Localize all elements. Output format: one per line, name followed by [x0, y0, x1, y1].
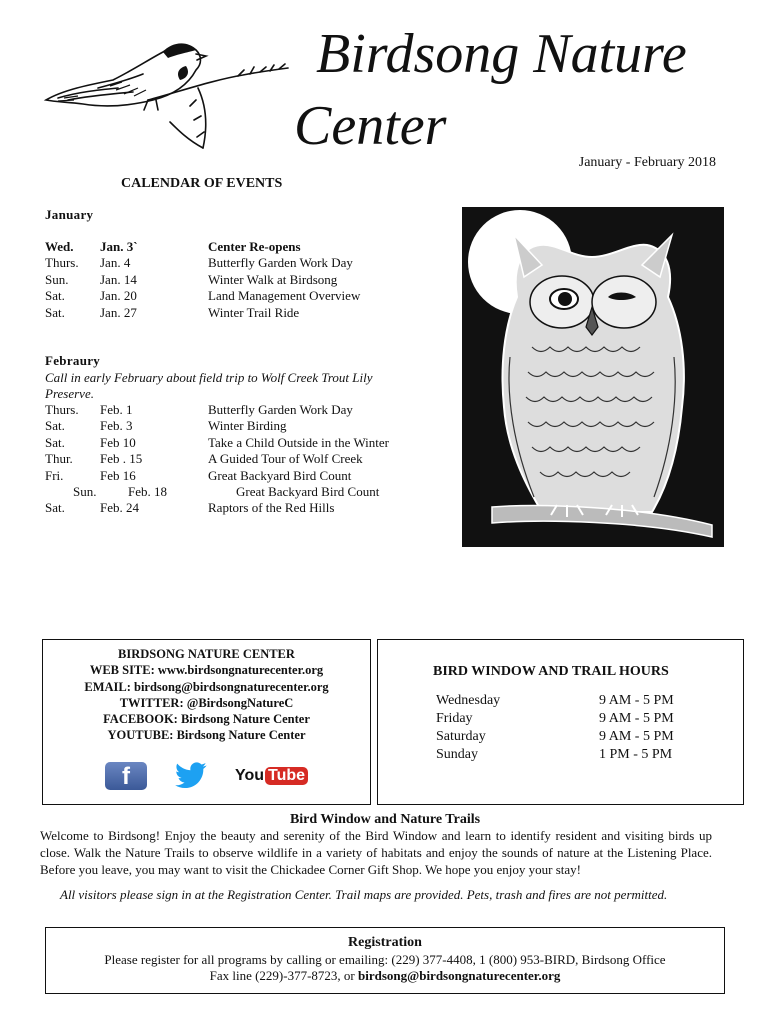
event-date: Feb 16	[100, 467, 136, 483]
event-day: Sat.	[45, 288, 65, 304]
january-events	[45, 239, 425, 321]
event-row	[45, 288, 425, 304]
event-row	[45, 468, 425, 484]
registration-email[interactable]: birdsong@birdsongnaturecenter.org	[357, 968, 561, 983]
event-day: Sun.	[45, 271, 69, 287]
event-day: Thur.	[45, 451, 73, 467]
event-date: Feb. 18	[128, 483, 167, 499]
registration-line2	[46, 968, 724, 985]
event-title: Butterfly Garden Work Day	[208, 402, 353, 417]
event-day: Sat.	[45, 434, 65, 450]
event-row	[45, 500, 425, 516]
email-line[interactable]: EMAIL: birdsong@birdsongnaturecenter.org	[84, 679, 329, 694]
event-row	[45, 272, 425, 288]
event-title: Winter Birding	[208, 418, 287, 434]
chickadee-illustration	[38, 30, 293, 155]
hours-box	[377, 639, 744, 805]
social-icons	[43, 762, 370, 790]
event-day: Thurs.	[45, 255, 79, 271]
facebook-line: FACEBOOK: Birdsong Nature Center	[103, 712, 310, 727]
february-heading: Febraury	[45, 353, 101, 368]
event-row	[45, 402, 425, 418]
event-title: Great Backyard Bird Count	[236, 483, 380, 499]
event-title: Raptors of the Red Hills	[208, 500, 335, 516]
hours-day: Saturday	[436, 729, 486, 744]
event-title: Great Backyard Bird Count	[208, 467, 352, 483]
event-date: Jan. 14	[100, 271, 137, 287]
february-events	[45, 402, 425, 517]
event-date: Feb. 3	[100, 418, 133, 434]
bird-window-text: Welcome to Birdsong! Enjoy the beauty and serenity of the Bird Window and learn to identify resident and visiting birds up close. Walk the Nature Trails to observe wildlife in a variety of habitats and enjoy the sounds of nature at the Listening Place. Before you leave, you may want to visit the Chickadee Corner Gift Shop. We hope you enjoy your stay!	[40, 828, 712, 877]
page-title-line1: Birdsong Nature	[316, 23, 687, 85]
registration-line1: Please register for all programs by calling or emailing: (229) 377-4408, 1 (800) 953-BIRD, Birdsong Office	[104, 951, 666, 967]
february-note: Call in early February about field trip to Wolf Creek Trout Lily Preserve.	[45, 370, 373, 402]
hours-day: Friday	[436, 711, 473, 726]
page-title-line2: Center	[294, 95, 447, 157]
event-date: Feb . 15	[100, 451, 143, 467]
january-heading: January	[45, 207, 94, 222]
event-day: Fri.	[45, 467, 64, 483]
event-day: Wed.	[45, 239, 74, 254]
event-title: A Guided Tour of Wolf Creek	[208, 451, 363, 467]
event-row	[45, 435, 425, 451]
event-title: Butterfly Garden Work Day	[208, 255, 353, 271]
date-range: January - February 2018	[578, 155, 716, 170]
contact-box	[42, 639, 371, 805]
event-title: Winter Trail Ride	[208, 304, 300, 320]
event-row	[45, 418, 425, 434]
event-row	[45, 239, 425, 255]
event-date: Jan. 4	[100, 255, 131, 271]
event-day: Sun.	[73, 483, 97, 499]
event-row	[45, 305, 425, 321]
youtube-tube: Tube	[265, 767, 308, 785]
registration-heading: Registration	[348, 935, 422, 950]
youtube-line: YOUTUBE: Birdsong Nature Center	[107, 728, 306, 743]
event-title: Winter Walk at Birdsong	[208, 271, 338, 287]
visitors-note: All visitors please sign in at the Registration Center. Trail maps are provided. Pets, trash and fires are not permitted.	[60, 887, 668, 902]
twitter-icon[interactable]	[173, 762, 209, 790]
hours-heading: BIRD WINDOW AND TRAIL HOURS	[433, 664, 669, 679]
event-row	[45, 255, 425, 271]
event-date: Feb. 24	[100, 500, 139, 516]
event-date: Feb 10	[100, 434, 136, 450]
hours-time: 9 AM - 5 PM	[599, 729, 674, 744]
hours-day: Wednesday	[436, 693, 501, 708]
twitter-line: TWITTER: @BirdsongNatureC	[119, 695, 294, 710]
event-row	[45, 451, 425, 467]
org-name: BIRDSONG NATURE CENTER	[118, 647, 295, 661]
hours-time: 9 AM - 5 PM	[599, 693, 674, 708]
hours-time: 9 AM - 5 PM	[599, 711, 674, 726]
event-date: Jan. 3`	[100, 239, 138, 254]
event-date: Jan. 20	[100, 288, 137, 304]
event-day: Sat.	[45, 418, 65, 434]
event-day: Sat.	[45, 500, 65, 516]
event-title: Take a Child Outside in the Winter	[208, 434, 390, 450]
hours-day: Sunday	[436, 747, 478, 762]
event-day: Sat.	[45, 304, 65, 320]
calendar-heading: CALENDAR OF EVENTS	[121, 176, 283, 191]
website-line[interactable]: WEB SITE: www.birdsongnaturecenter.org	[89, 663, 324, 678]
event-row	[45, 484, 425, 500]
registration-box	[45, 927, 725, 994]
youtube-you: You	[234, 766, 264, 784]
facebook-icon[interactable]: f	[105, 762, 147, 790]
youtube-icon[interactable]	[235, 767, 308, 785]
event-title: Land Management Overview	[208, 288, 361, 304]
fax-text: Fax line (229)-377-8723, or	[209, 968, 358, 983]
event-date: Feb. 1	[100, 402, 133, 417]
owl-illustration	[462, 207, 724, 547]
bird-window-heading: Bird Window and Nature Trails	[289, 812, 481, 827]
event-title: Center Re-opens	[208, 239, 301, 254]
hours-time: 1 PM - 5 PM	[599, 747, 673, 762]
event-date: Jan. 27	[100, 304, 137, 320]
event-day: Thurs.	[45, 402, 79, 417]
